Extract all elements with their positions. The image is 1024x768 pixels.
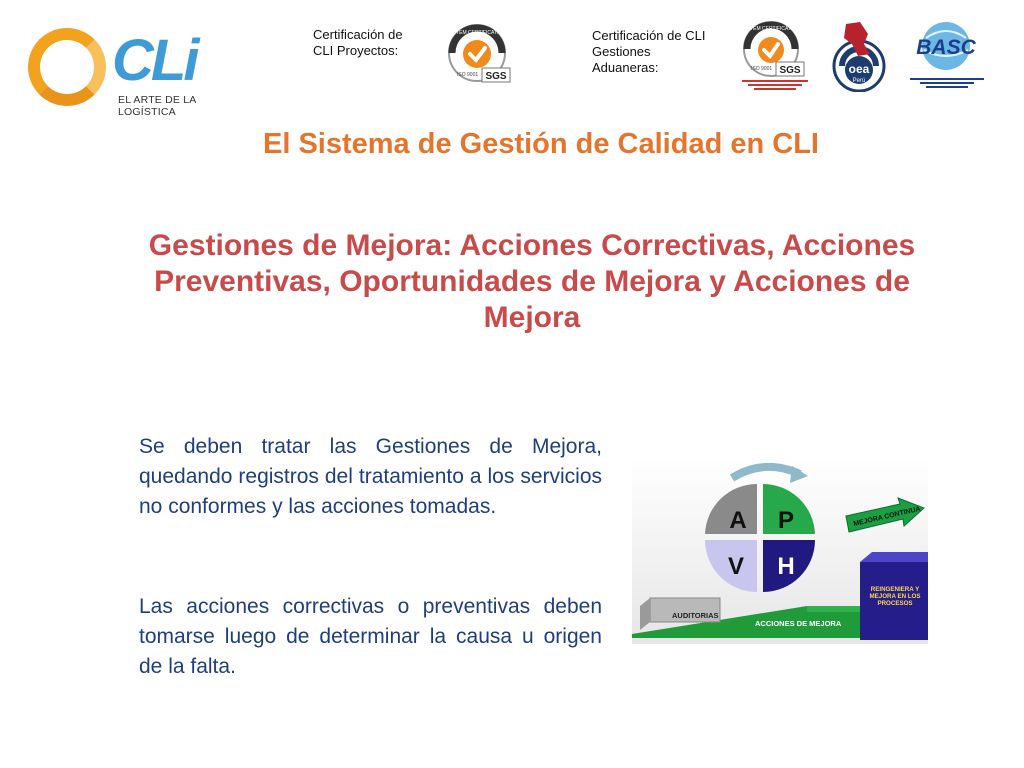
- quadrant-label-v: V: [727, 553, 745, 580]
- basc-badge: [908, 20, 986, 92]
- svg-text:BASC: BASC: [916, 36, 976, 59]
- section-subtitle: Gestiones de Mejora: Acciones Correctivas, Acciones Preventivas, Oportunidades de Mejora y Acciones de Mejora: [148, 229, 916, 334]
- oea-peru-icon: [830, 20, 888, 92]
- sgs-iso-badge-aduaneras: [740, 20, 810, 92]
- logo-tagline: EL ARTE DE LA LOGÍSTICA: [118, 94, 196, 118]
- quadrant-label-p: P: [777, 507, 795, 534]
- cert-proyectos-label: Certificación de CLI Proyectos:: [313, 27, 403, 58]
- quadrant-label-h: H: [777, 553, 795, 580]
- sgs-iso-9001-icon: [740, 20, 810, 92]
- box-label: REINGENIERA Y MEJORA EN LOS PROCESOS: [869, 586, 921, 607]
- body-paragraph-2: Las acciones correctivas o preventivas deben tomarse luego de determinar la causa u origen de la falta.: [139, 595, 602, 678]
- cli-logo: [24, 22, 230, 118]
- svg-text:ISO 9001: ISO 9001: [751, 66, 773, 72]
- base-right-label: ACCIONES DE MEJORA: [755, 619, 842, 628]
- sgs-iso-9001-icon: [446, 24, 512, 86]
- svg-text:SGS: SGS: [485, 71, 507, 82]
- svg-text:SYSTEM CERTIFICATION: SYSTEM CERTIFICATION: [446, 30, 506, 36]
- svg-text:SGS: SGS: [779, 65, 801, 76]
- svg-text:ISO 9001: ISO 9001: [457, 72, 479, 78]
- cert-aduaneras-label: Certificación de CLI Gestiones Aduaneras:: [592, 28, 706, 75]
- arrow-label: MEJORA CONTINUA: [852, 505, 922, 528]
- logo-brand-text: CLi: [112, 28, 197, 93]
- basc-globe-icon: [908, 20, 986, 92]
- oea-peru-badge: [830, 20, 888, 92]
- pdca-diagram: [632, 456, 928, 644]
- logo-ring-icon: [28, 28, 106, 106]
- svg-text:Perú: Perú: [852, 78, 866, 84]
- svg-text:SYSTEM CERTIFICATION: SYSTEM CERTIFICATION: [740, 26, 800, 32]
- base-left-label: AUDITORIAS: [672, 611, 719, 620]
- quadrant-label-a: A: [729, 507, 747, 534]
- page-title: El Sistema de Gestión de Calidad en CLI: [263, 128, 819, 160]
- svg-text:oea: oea: [848, 62, 870, 76]
- sgs-iso-badge-proyectos: [446, 24, 512, 86]
- body-paragraph-1: Se deben tratar las Gestiones de Mejora, quedando registros del tratamiento a los servicios no conformes y las acciones tomadas.: [139, 435, 602, 518]
